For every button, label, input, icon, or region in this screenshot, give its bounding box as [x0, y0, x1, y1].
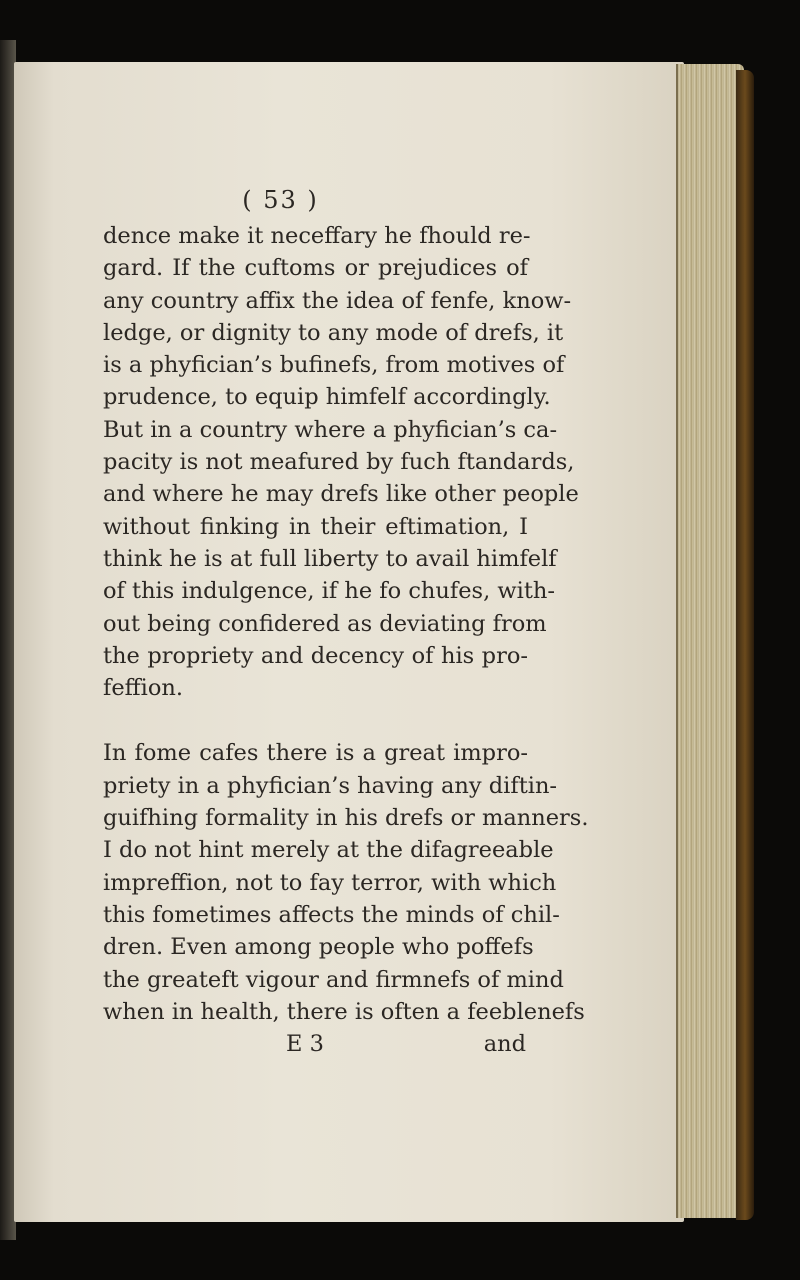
- text-line: pacity is not meafured by fuch ftandards,: [103, 449, 575, 476]
- paragraph-1: [103, 220, 579, 704]
- text-line: of this indulgence, if he fo chufes, with-: [103, 578, 555, 605]
- catchword: and: [483, 1031, 526, 1058]
- text-line: this fometimes affects the minds of chil-: [103, 901, 560, 928]
- page-fore-edge: [676, 64, 744, 1218]
- text-line: guifhing formality in his drefs or manners.: [103, 805, 589, 832]
- text-line: any country affix the idea of fenfe, know-: [103, 287, 572, 314]
- text-line: priety in a phyfician’s having any diftin-: [103, 772, 558, 799]
- text-line: In fome cafes there is a great impro-: [103, 740, 528, 767]
- text-line: dence make it neceffary he fhould re-: [103, 223, 531, 249]
- book-cover-edge: [736, 70, 754, 1220]
- text-line: But in a country where a phyfician’s ca-: [103, 416, 558, 443]
- text-line: gard. If the cuftoms or prejudices of: [103, 255, 528, 282]
- text-line: feffion.: [103, 675, 184, 702]
- text-line: is a phyfician’s bufinefs, from motives of: [103, 352, 565, 379]
- paragraph-2: [103, 737, 589, 1028]
- signature-mark: E 3: [286, 1031, 324, 1058]
- text-line: dren. Even among people who poffefs: [103, 934, 534, 961]
- paragraph-gap: [103, 704, 528, 737]
- text-line: impreffion, not to fay terror, with which: [103, 869, 557, 896]
- text-line: I do not hint merely at the difagreeable: [103, 837, 554, 864]
- text-line: the propriety and decency of his pro-: [103, 642, 528, 669]
- text-line: prudence, to equip himfelf accordingly.: [103, 384, 551, 411]
- text-line: when in health, there is often a feeblenefs: [103, 998, 585, 1025]
- text-line: think he is at full liberty to avail himfelf: [103, 545, 557, 572]
- page-text-block: [103, 180, 589, 1060]
- text-line: without finking in their eftimation, I: [103, 513, 528, 540]
- page-number-header: ( 53 ): [242, 186, 319, 214]
- text-line: and where he may drefs like other people: [103, 481, 579, 508]
- text-line: out being confidered as deviating from: [103, 610, 547, 637]
- text-line: ledge, or dignity to any mode of drefs, it: [103, 319, 564, 346]
- text-line: the greateft vigour and firmnefs of mind: [103, 966, 564, 993]
- page-footer: [103, 1028, 528, 1060]
